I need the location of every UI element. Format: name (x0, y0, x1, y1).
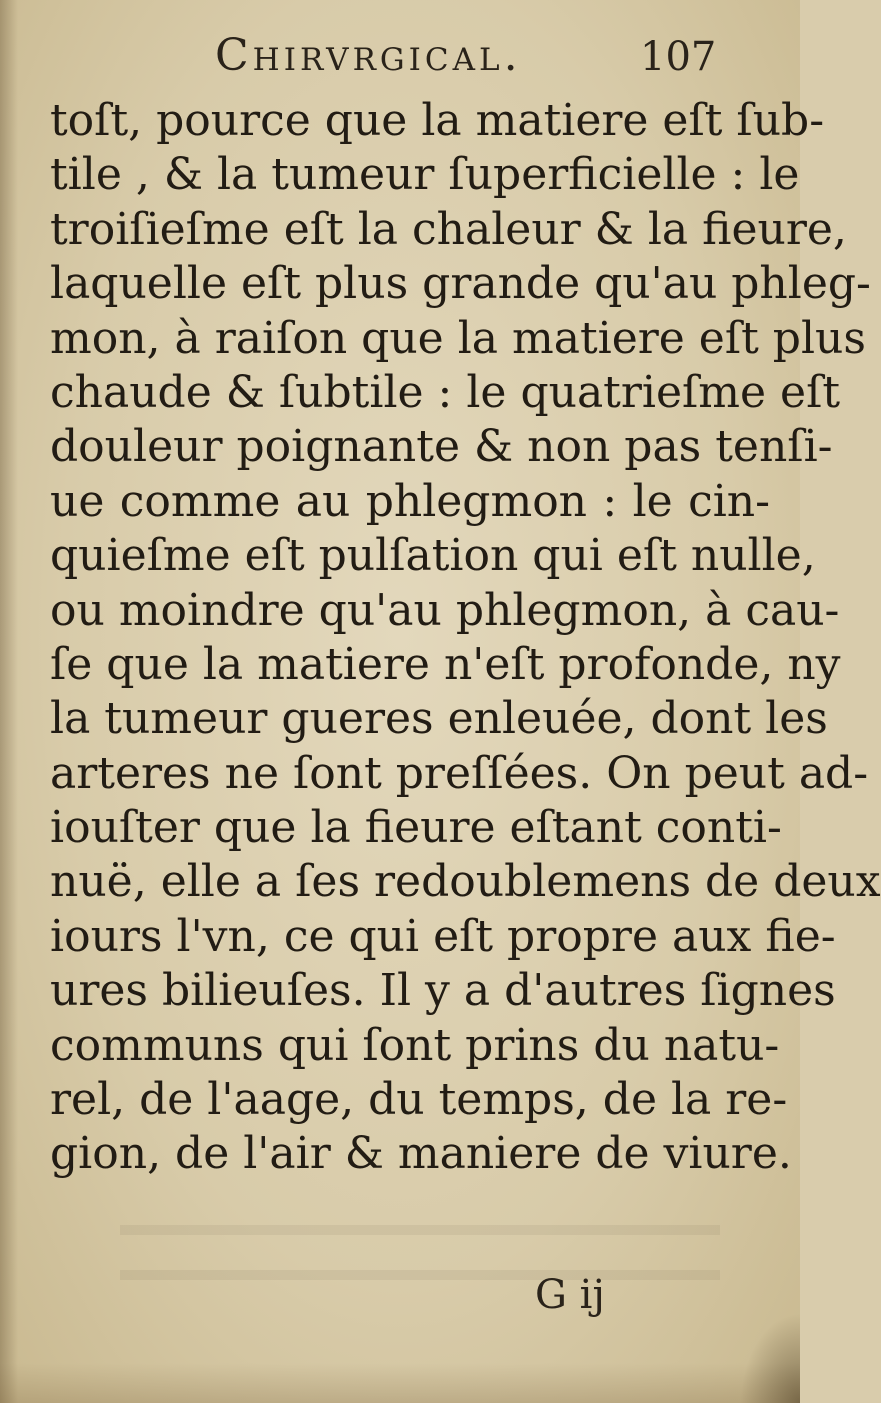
text-line: toſt, pource que la matiere eſt ſub- (50, 95, 825, 146)
text-line: laquelle eſt plus grande qu'au phleg- (50, 258, 871, 310)
text-line: iouſter que la fieure eſtant conti- (50, 802, 782, 854)
text-line: ſe que la matiere n'eſt profonde, ny (50, 638, 841, 690)
text-line: chaude & ſubtile : le quatrieſme eſt (50, 366, 841, 418)
text-line: ue comme au phlegmon : le cin- (50, 475, 770, 527)
text-line: quieſme eſt pulſation qui eſt nulle, (50, 530, 816, 582)
page-gutter-shadow (0, 0, 18, 1403)
show-through-text (120, 1225, 720, 1315)
text-line: iours l'vn, ce qui eſt propre aux fie- (50, 910, 836, 962)
text-line: ou moindre qu'au phlegmon, à cau- (50, 584, 840, 636)
text-line: communs qui ſont prins du natu- (50, 1019, 780, 1071)
text-line: gion, de l'air & maniere de viure. (50, 1128, 792, 1180)
signature-mark: G ij (535, 1272, 605, 1318)
text-line: douleur poignante & non pas tenſi- (50, 421, 833, 473)
page-bottom-shadow (0, 1363, 800, 1403)
text-line: ures bilieuſes. Il y a d'autres ſignes (50, 965, 836, 1017)
text-line: rel, de l'aage, du temps, de la re- (50, 1074, 788, 1126)
text-line: nuë, elle a ſes redoublemens de deux (50, 856, 881, 908)
running-head: Chirvrgical. (215, 30, 522, 81)
text-line: mon, à raiſon que la matiere eſt plus (50, 312, 866, 364)
page-header (0, 30, 800, 90)
text-line: tile , & la tumeur ſuperficielle : le (50, 149, 800, 201)
text-line: troiſieſme eſt la chaleur & la fieure, (50, 203, 847, 255)
page-number: 107 (640, 34, 717, 80)
body-text (50, 94, 881, 1182)
text-line: la tumeur gueres enleuée, dont les (50, 693, 828, 745)
corner-stain (740, 1313, 800, 1403)
text-line: arteres ne ſont preſſées. On peut ad- (50, 747, 869, 799)
